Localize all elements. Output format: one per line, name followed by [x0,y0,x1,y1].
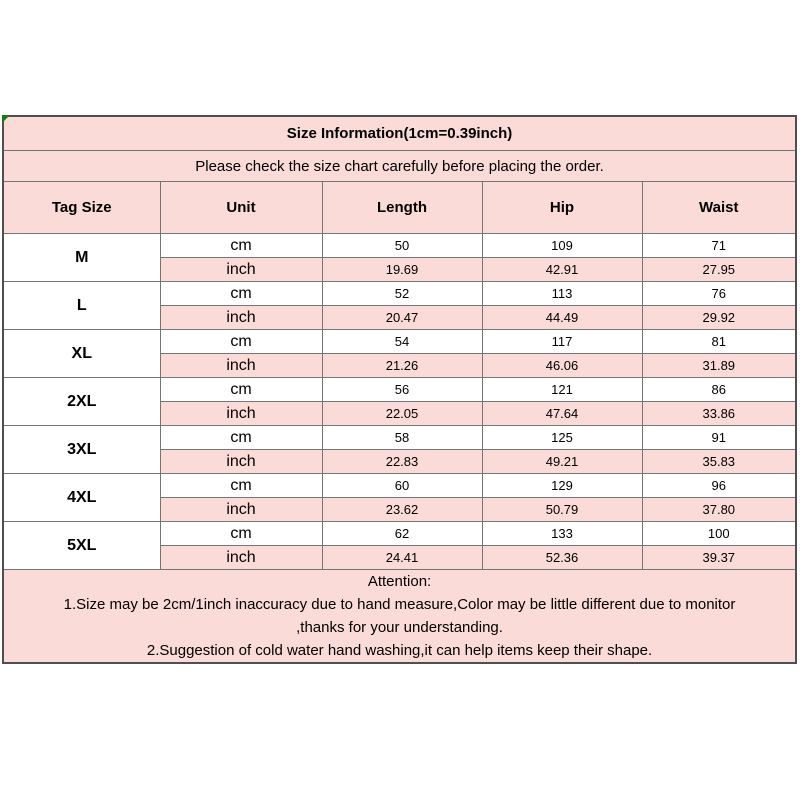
table-row [3,330,796,354]
size-label: XL [3,330,160,378]
value-cell: 100 [642,522,796,546]
table-row [3,426,796,450]
subtitle-row [3,151,796,182]
value-cell: 50 [322,234,482,258]
value-cell: 23.62 [322,498,482,522]
value-cell: 35.83 [642,450,796,474]
size-label: 3XL [3,426,160,474]
column-header-row [3,182,796,234]
value-cell: 109 [482,234,642,258]
size-label: L [3,282,160,330]
value-cell: 121 [482,378,642,402]
value-cell: 76 [642,282,796,306]
unit-label: inch [160,546,322,570]
table-title: Size Information(1cm=0.39inch) [3,116,796,151]
value-cell: 46.06 [482,354,642,378]
attention-note [3,570,796,664]
value-cell: 22.05 [322,402,482,426]
table-row [3,378,796,402]
value-cell: 22.83 [322,450,482,474]
unit-label: inch [160,402,322,426]
value-cell: 117 [482,330,642,354]
table-row [3,474,796,498]
column-header-hip: Hip [482,182,642,234]
unit-label: inch [160,306,322,330]
attention-line-2: ,thanks for your understanding. [296,619,503,636]
table-row [3,234,796,258]
value-cell: 58 [322,426,482,450]
unit-label: inch [160,354,322,378]
value-cell: 37.80 [642,498,796,522]
value-cell: 19.69 [322,258,482,282]
value-cell: 31.89 [642,354,796,378]
column-header-waist: Waist [642,182,796,234]
attention-row [3,570,796,664]
value-cell: 113 [482,282,642,306]
green-corner-marker [2,115,10,123]
value-cell: 21.26 [322,354,482,378]
value-cell: 47.64 [482,402,642,426]
size-label: 2XL [3,378,160,426]
value-cell: 44.49 [482,306,642,330]
value-cell: 39.37 [642,546,796,570]
size-label: M [3,234,160,282]
unit-label: inch [160,450,322,474]
column-header-unit: Unit [160,182,322,234]
value-cell: 133 [482,522,642,546]
column-header-length: Length [322,182,482,234]
table-row [3,282,796,306]
attention-line-3: 2.Suggestion of cold water hand washing,it can help items keep their shape. [146,642,653,659]
value-cell: 49.21 [482,450,642,474]
table-subtitle: Please check the size chart carefully before placing the order. [3,151,796,182]
value-cell: 50.79 [482,498,642,522]
value-cell: 54 [322,330,482,354]
value-cell: 52 [322,282,482,306]
unit-label: cm [160,378,322,402]
table-row [3,522,796,546]
value-cell: 52.36 [482,546,642,570]
value-cell: 33.86 [642,402,796,426]
unit-label: inch [160,258,322,282]
value-cell: 56 [322,378,482,402]
value-cell: 29.92 [642,306,796,330]
size-label: 5XL [3,522,160,570]
title-row [3,116,796,151]
value-cell: 60 [322,474,482,498]
value-cell: 27.95 [642,258,796,282]
value-cell: 71 [642,234,796,258]
attention-heading: Attention: [367,573,432,590]
unit-label: cm [160,426,322,450]
value-cell: 24.41 [322,546,482,570]
unit-label: cm [160,474,322,498]
size-chart [2,115,795,664]
unit-label: cm [160,282,322,306]
value-cell: 86 [642,378,796,402]
column-header-tag-size: Tag Size [3,182,160,234]
unit-label: cm [160,330,322,354]
value-cell: 42.91 [482,258,642,282]
value-cell: 96 [642,474,796,498]
value-cell: 129 [482,474,642,498]
value-cell: 91 [642,426,796,450]
value-cell: 20.47 [322,306,482,330]
size-table [2,115,797,664]
unit-label: cm [160,234,322,258]
value-cell: 125 [482,426,642,450]
value-cell: 81 [642,330,796,354]
size-label: 4XL [3,474,160,522]
unit-label: inch [160,498,322,522]
value-cell: 62 [322,522,482,546]
attention-line-1: 1.Size may be 2cm/1inch inaccuracy due to hand measure,Color may be little different due to monitor [63,596,736,613]
unit-label: cm [160,522,322,546]
